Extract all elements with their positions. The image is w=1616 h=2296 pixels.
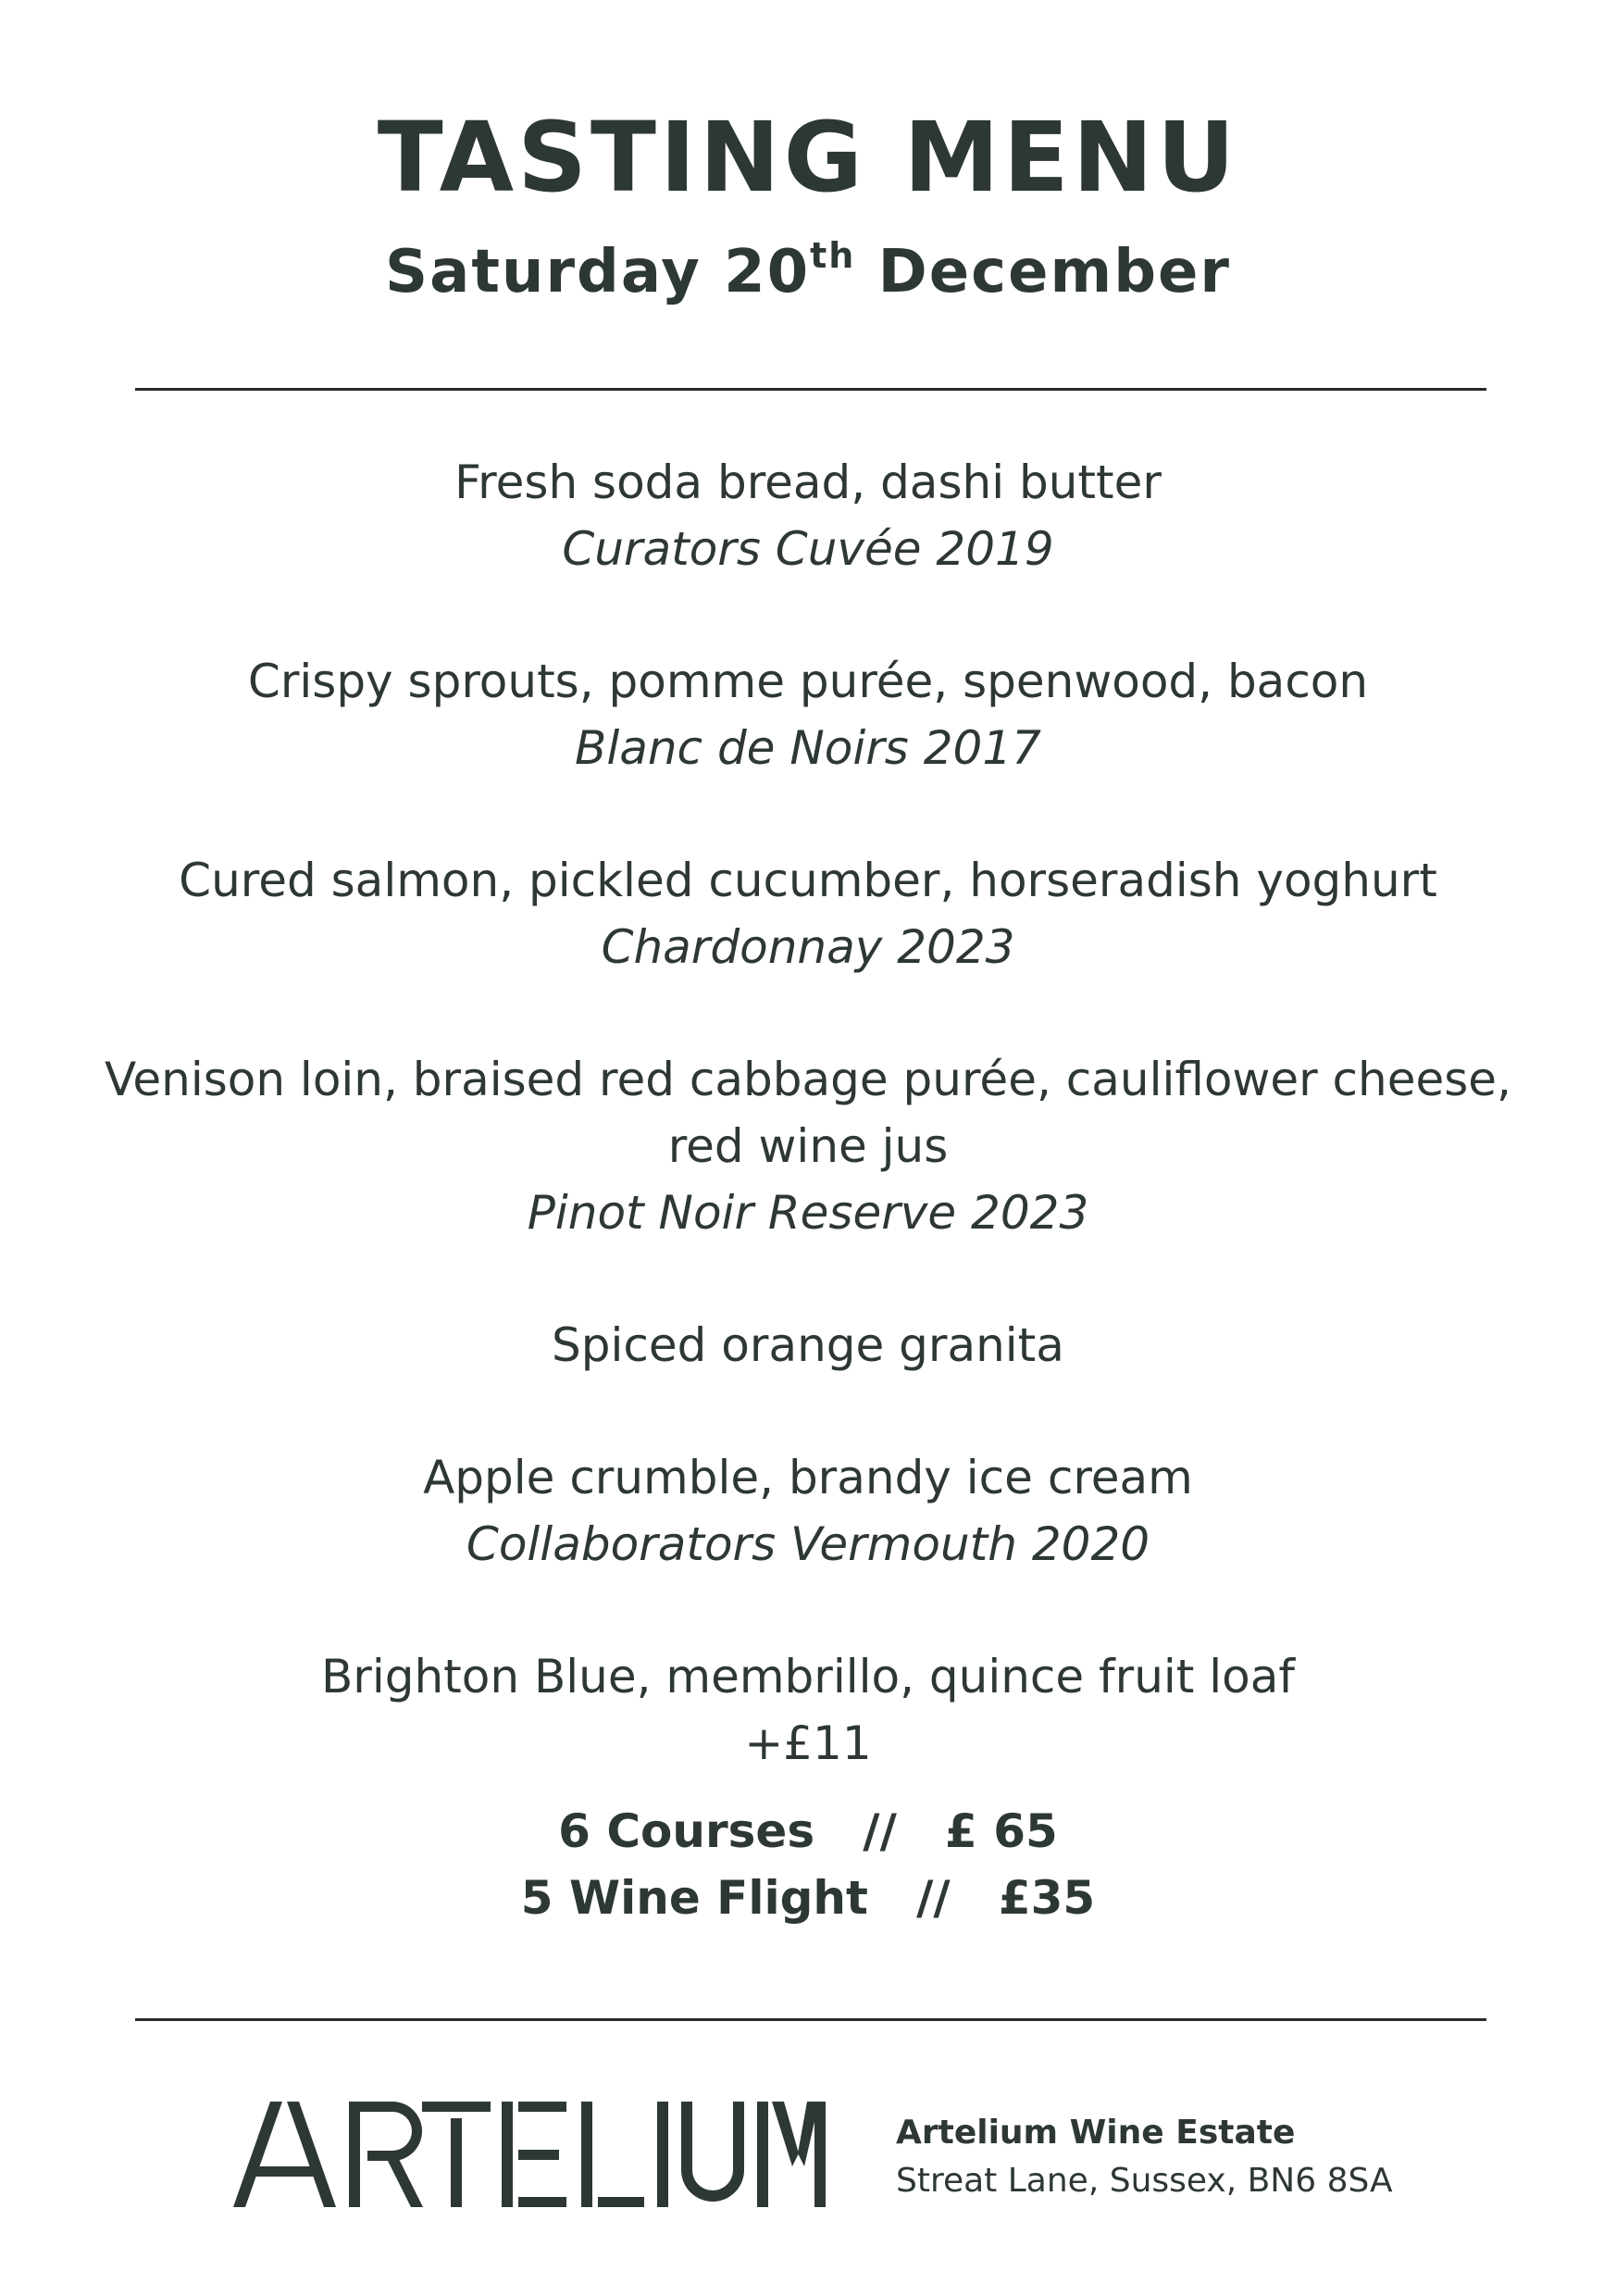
course-dish: Cured salmon, pickled cucumber, horseradish yoghurt — [179, 854, 1437, 907]
menu-title: TASTING MENU — [377, 101, 1239, 214]
course-item — [0, 847, 1616, 980]
course-item — [0, 1312, 1616, 1379]
pricing-block — [0, 1798, 1616, 1931]
wine-flight-price: 5 Wine Flight // £35 — [520, 1871, 1096, 1925]
course-item — [0, 449, 1616, 582]
course-item — [0, 1643, 1616, 1777]
course-item — [0, 1444, 1616, 1578]
date-day: Saturday 20 — [385, 238, 811, 306]
course-dish: Brighton Blue, membrillo, quince fruit loaf — [320, 1650, 1296, 1703]
course-supplement-price: +£11 — [744, 1716, 872, 1770]
course-wine-pairing: Pinot Noir Reserve 2023 — [527, 1186, 1089, 1240]
course-list — [0, 449, 1616, 1784]
course-dish: Crispy sprouts, pomme purée, spenwood, bacon — [247, 655, 1369, 708]
course-wine-pairing: Curators Cuvée 2019 — [562, 522, 1054, 576]
date-ordinal: th — [810, 235, 856, 276]
course-dish: Venison loin, braised red cabbage purée, cauliflower cheese, — [105, 1053, 1511, 1106]
course-wine-pairing: Collaborators Vermouth 2020 — [466, 1517, 1150, 1571]
estate-address: Streat Lane, Sussex, BN6 8SA — [896, 2162, 1393, 2200]
course-item — [0, 1046, 1616, 1246]
course-dish: Apple crumble, brandy ice cream — [423, 1451, 1193, 1504]
courses-price: 6 Courses // £ 65 — [558, 1804, 1058, 1858]
course-dish: Spiced orange granita — [552, 1318, 1064, 1372]
course-item — [0, 648, 1616, 781]
menu-date — [0, 235, 1616, 306]
course-wine-pairing: Chardonnay 2023 — [601, 920, 1015, 974]
bottom-divider — [135, 2018, 1486, 2021]
course-wine-pairing: Blanc de Noirs 2017 — [575, 721, 1041, 775]
estate-name: Artelium Wine Estate — [896, 2114, 1296, 2152]
course-dish-continued: red wine jus — [667, 1119, 949, 1173]
artelium-logo — [233, 2094, 826, 2215]
top-divider — [135, 388, 1486, 391]
course-dish: Fresh soda bread, dashi butter — [454, 455, 1162, 509]
estate-info — [896, 2109, 1393, 2205]
date-month: December — [855, 238, 1231, 306]
